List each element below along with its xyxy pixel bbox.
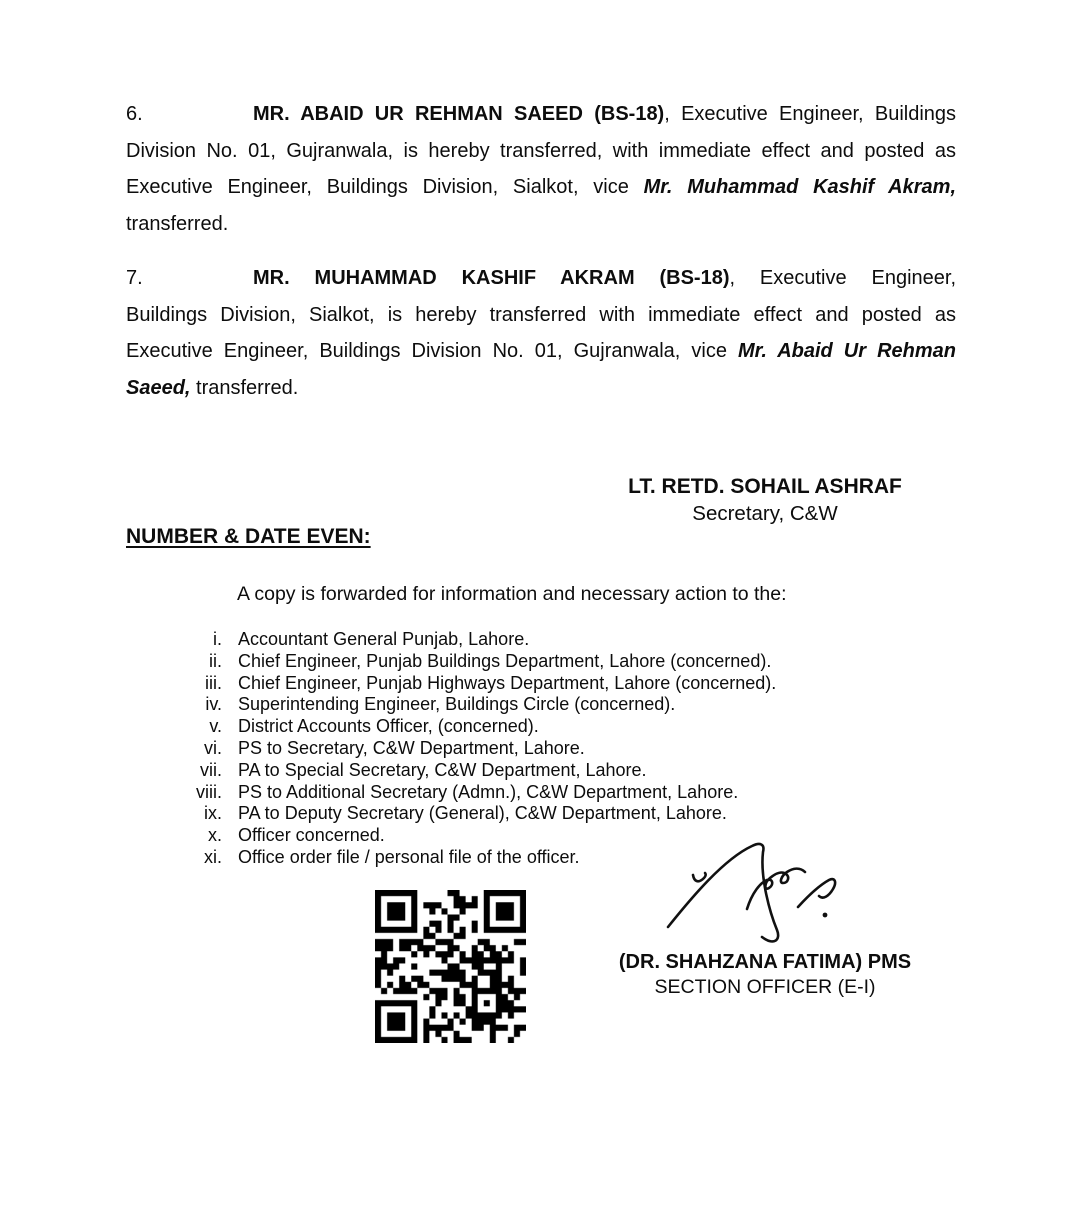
section-officer-title: SECTION OFFICER (E-I) [654,976,876,998]
list-text: Office order file / personal file of the officer. [238,846,580,867]
paragraph-7-line-3 [126,333,956,370]
list-numeral: iv. [205,694,222,715]
qr-code [375,890,526,1043]
list-item [126,694,776,716]
list-item [126,782,776,804]
handwritten-signature [652,833,862,955]
vice-officer-name: Mr. Muhammad Kashif Akram, [643,176,956,198]
list-text: PA to Special Secretary, C&W Department, Lahore. [238,759,647,780]
list-item [126,738,776,760]
number-date-heading: NUMBER & DATE EVEN: [126,525,371,548]
paragraph-6 [126,96,956,242]
list-text: Chief Engineer, Punjab Highways Department, Lahore (concerned). [238,672,777,693]
paragraph-text: Division No. 01, Gujranwala, is hereby transferred, with immediate effect and posted as [126,139,956,162]
paragraph-text: , Executive Engineer, Buildings [664,103,957,125]
list-text: PS to Additional Secretary (Admn.), C&W Department, Lahore. [238,781,739,802]
list-item [126,716,776,738]
forwarding-note: A copy is forwarded for information and necessary action to the: [237,583,787,605]
paragraph-text: transferred. [190,376,299,399]
list-numeral: viii. [196,781,222,802]
paragraph-text: , Executive Engineer, [729,267,956,289]
list-numeral: ix. [204,803,222,824]
secretary-title: Secretary, C&W [692,502,838,525]
paragraph-7-line-1 [126,260,956,297]
list-numeral: v. [209,716,222,737]
paragraph-text: transferred. [126,212,229,235]
section-officer-name: (DR. SHAHZANA FATIMA) PMS [618,951,912,973]
paragraph-text: Buildings Division, Sialkot, is hereby transferred with immediate effect and posted as [126,303,956,326]
list-text: PA to Deputy Secretary (General), C&W Department, Lahore. [238,803,727,824]
signatory-block-secretary [580,473,950,527]
list-text: Superintending Engineer, Buildings Circle (concerned). [238,694,676,715]
paragraph-7-line-4 [126,370,956,407]
paragraph-7 [126,260,956,406]
paragraph-7-line-2 [126,297,956,334]
list-numeral: vii. [200,759,222,780]
paragraph-6-line-4 [126,206,956,243]
paragraph-text: Executive Engineer, Buildings Division, Sialkot, vice [126,176,644,198]
vice-officer-name: Mr. Abaid Ur Rehman [738,340,956,362]
officer-name-bold: MR. MUHAMMAD KASHIF AKRAM (BS-18) [253,267,730,289]
list-numeral: iii. [205,672,222,693]
list-text: Accountant General Punjab, Lahore. [238,629,530,649]
signatory-block-section-officer [580,950,950,1000]
paragraph-6-line-3 [126,169,956,206]
paragraph-7-number: 7. [126,267,143,289]
paragraph-text: Executive Engineer, Buildings Division No. 01, Gujranwala, vice [126,340,738,362]
list-item [126,760,776,782]
list-item [126,673,776,695]
list-text: Chief Engineer, Punjab Buildings Department, Lahore (concerned). [238,650,772,671]
paragraph-6-line-1 [126,96,956,133]
list-numeral: x. [207,825,222,846]
vice-officer-name: Saeed, [126,376,191,399]
list-item [126,629,776,651]
list-text: Officer concerned. [238,825,385,846]
list-numeral: ii. [209,650,222,671]
officer-name-bold: MR. ABAID UR REHMAN SAEED (BS-18) [253,103,665,125]
list-numeral: xi. [204,846,222,867]
secretary-name: LT. RETD. SOHAIL ASHRAF [628,475,902,498]
paragraph-6-line-2 [126,133,956,170]
paragraph-6-number: 6. [126,103,143,125]
list-text: District Accounts Officer, (concerned). [238,716,539,737]
list-item [126,651,776,673]
list-item [126,803,776,825]
list-text: PS to Secretary, C&W Department, Lahore. [238,737,585,758]
list-numeral: vi. [204,737,222,758]
list-numeral: i. [213,629,222,649]
